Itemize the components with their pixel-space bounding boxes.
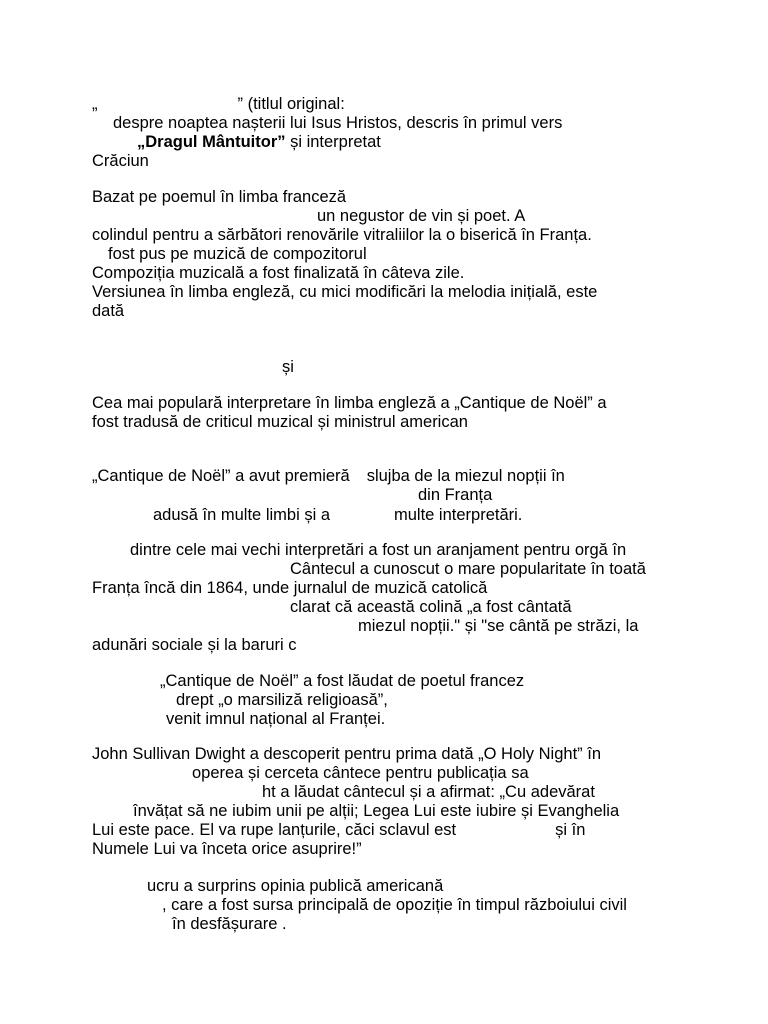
text-segment: Cântecul a cunoscut o mare popularitate în toată (290, 560, 646, 578)
text-segment: fost tradusă de criticul muzical și ministrul american (92, 413, 468, 431)
text-line (262, 783, 595, 802)
text-segment: John Sullivan Dwight a descoperit pentru prima dată „O Holy Night” în (92, 745, 601, 763)
text-line (92, 745, 601, 764)
text-line (113, 114, 562, 133)
text-segment: dată (92, 302, 125, 320)
text-segment: fost pus pe muzică de compozitorul (108, 245, 367, 263)
text-segment: drept „o marsiliză religioasă”, (176, 691, 388, 709)
text-segment: ” (titlul original: (237, 95, 345, 113)
text-line (282, 358, 294, 377)
text-segment: venit imnul național al Franței. (166, 710, 386, 728)
text-line (92, 302, 124, 321)
text-segment: miezul nopții." și "se cântă pe străzi, la (358, 617, 639, 635)
text-line (108, 245, 367, 264)
text-line (92, 467, 565, 486)
text-line (92, 636, 297, 655)
text-line (133, 802, 619, 821)
text-line (358, 617, 638, 636)
text-line (92, 821, 585, 840)
text-segment: ht a lăudat cântecul și a afirmat: „Cu adevărat (262, 783, 595, 801)
text-segment: „Dragul Mântuitor” (137, 133, 286, 151)
text-line (92, 413, 468, 432)
text-segment: învățat să ne iubim unii pe alții; Legea Lui este iubire și Evanghelia (133, 802, 620, 820)
text-line (153, 506, 522, 525)
text-segment: Franța încă din 1864, unde jurnalul de muzică catolică (92, 579, 488, 597)
text-segment: „ (92, 95, 98, 113)
text-segment: colindul pentru a sărbători renovările vitraliilor la o biserică în Franța. (92, 226, 592, 244)
text-segment: Compoziția muzicală a fost finalizată în câteva zile. (92, 264, 465, 282)
text-line (172, 915, 287, 934)
text-line (92, 95, 345, 114)
text-line (192, 764, 529, 783)
text-line (162, 896, 627, 915)
text-segment: în desfășurare . (172, 915, 287, 933)
text-segment: adunări sociale și la baruri c (92, 636, 297, 654)
text-segment: operea și cerceta cântece pentru publicația sa (192, 764, 529, 782)
text-segment: un negustor de vin și poet. A (317, 207, 526, 225)
text-segment: adusă în multe limbi și a (153, 506, 330, 524)
text-line (92, 840, 362, 859)
text-line (92, 152, 149, 171)
text-segment: slujba de la miezul nopții în (366, 467, 565, 485)
text-segment: dintre cele mai vechi interpretări a fost un aranjament pentru orgă în (130, 541, 627, 559)
text-segment: ucru a surprins opinia publică americană (147, 877, 444, 895)
text-segment: Cea mai populară interpretare în limba engleză a „Cantique de Noël” a (92, 394, 607, 412)
text-segment: din Franța (418, 486, 493, 504)
text-line (166, 710, 385, 729)
text-line (418, 486, 492, 505)
text-line (92, 226, 592, 245)
text-line (317, 207, 525, 226)
text-line (92, 264, 464, 283)
text-segment: „Cantique de Noël” a avut premieră (92, 467, 350, 485)
text-line (92, 188, 346, 207)
text-line (290, 598, 572, 617)
text-line (130, 541, 626, 560)
text-line (176, 691, 388, 710)
text-line (290, 560, 646, 579)
text-segment: Crăciun (92, 152, 149, 170)
text-segment: Numele Lui va înceta orice asuprire!” (92, 840, 362, 858)
text-line (160, 672, 524, 691)
text-segment: „Cantique de Noël” a fost lăudat de poetul francez (160, 672, 525, 690)
text-line (92, 579, 487, 598)
text-segment: Versiunea în limba engleză, cu mici modificări la melodia inițială, este (92, 283, 598, 301)
text-segment: multe interpretări. (394, 506, 523, 524)
text-segment: clarat că această colină „a fost cântată (290, 598, 572, 616)
text-segment: și în (555, 821, 586, 839)
text-segment: și interpretat (285, 133, 381, 151)
text-segment: Lui este pace. El va rupe lanțurile, căci sclavul est (92, 821, 457, 839)
text-segment: despre noaptea nașterii lui Isus Hristos, descris în primul vers (113, 114, 563, 132)
text-line (147, 877, 443, 896)
text-segment: Bazat pe poemul în limba franceză (92, 188, 347, 206)
text-line (92, 394, 607, 413)
text-line (92, 283, 597, 302)
text-segment: , care a fost sursa principală de opoziție în timpul războiului civil (162, 896, 627, 914)
text-line (137, 133, 381, 152)
text-segment: și (282, 358, 294, 376)
